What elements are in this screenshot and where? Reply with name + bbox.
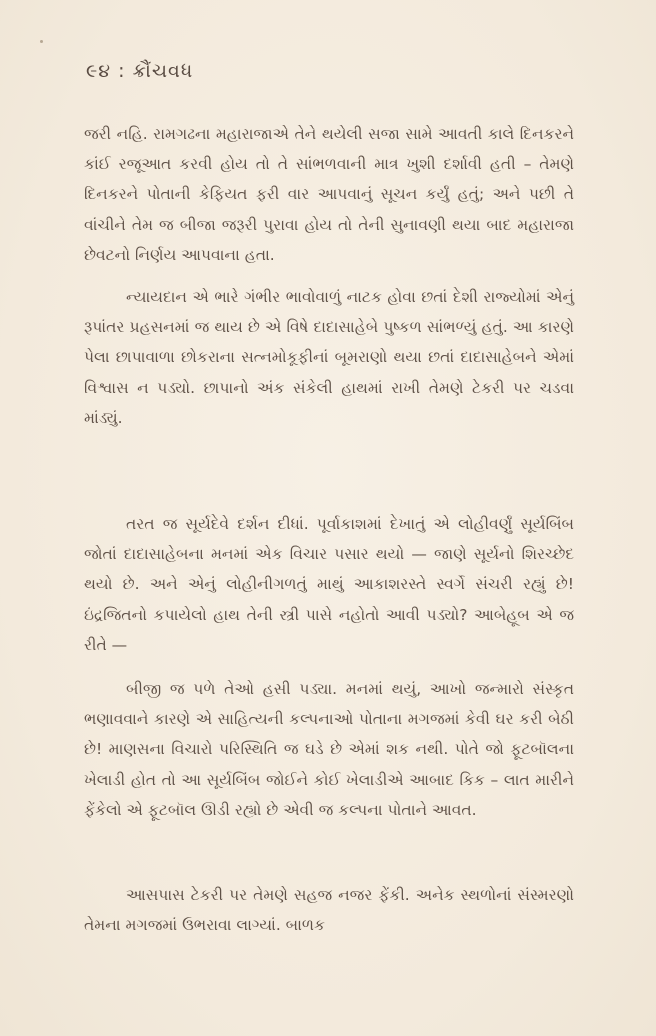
page-header xyxy=(86,60,193,82)
book-title: ક્રૌંચવધ xyxy=(132,60,194,82)
paragraph-text: તરત જ સૂર્યદેવે દર્શન દીધાં. પૂર્વાકાશમાં દેખાતું એ લોહીવર્ણું સૂર્યબિંબ જોતાં દાદાસાહેબના મનમાં એક વિચાર પસાર થયો — જાણે સૂર્યનો શિરચ્છેદ થયો છે. અને એનું લોહીનીગળતું માથું આકાશરસ્તે સ્વર્ગે સંચરી રહ્યું છે! ઇંદ્રજિતનો કપાયેલો હાથ તેની સ્ત્રી પાસે નહોતો આવી પડ્યો? આબેહૂબ એ જ રીતે — xyxy=(84,515,574,654)
page-number: ૯૪ xyxy=(86,60,112,82)
paragraph-1 xyxy=(84,119,574,270)
paragraph-text: બીજી જ પળે તેઓ હસી પડ્યા. મનમાં થયું, આખો જન્મારો સંસ્કૃત ભણાવવાને કારણે એ સાહિત્યની કલ્પનાઓ પોતાના મગજમાં કેવી ઘર કરી બેઠી છે! માણસના વિચારો પરિસ્થિતિ જ ઘડે છે એમાં શક નથી. પોતે જો ફૂટબૉલના ખેલાડી હોત તો આ સૂર્યબિંબ જોઈને કોઈ ખેલાડીએ આબાદ કિક – લાત મારીને ફેંકેલો એ ફૂટબૉલ ઊડી રહ્યો છે એવી જ કલ્પના પોતાને આવત. xyxy=(84,680,574,819)
paragraph-4 xyxy=(84,674,574,825)
paragraph-text: જરી નહિ. રામગઢના મહારાજાએ તેને થયેલી સજા સામે આવતી કાલે દિનકરને કાંઈ રજૂઆત કરવી હોય તો તે સાંભળવાની માત્ર ખુશી દર્શાવી હતી – તેમણે દિનકરને પોતાની કેફિયત ફરી વાર આપવાનું સૂચન કર્યું હતું; અને પછી તે વાંચીને તેમ જ બીજા જરૂરી પુરાવા હોય તો તેની સુનાવણી થયા બાદ મહારાજા છેવટનો નિર્ણય આપવાના હતા. xyxy=(84,125,574,264)
paragraph-3 xyxy=(84,509,574,660)
paragraph-2 xyxy=(84,282,574,433)
paragraph-5 xyxy=(84,880,574,940)
paragraph-text: ન્યાયદાન એ ભારે ગંભીર ભાવોવાળું નાટક હોવા છતાં દેશી રાજ્યોમાં એનું રૂપાંતર પ્રહસનમાં જ થાય છે એ વિષે દાદાસાહેબે પુષ્કળ સાંભળ્યું હતું. આ કારણે પેલા છાપાવાળા છોકરાના સત્નમોકૂફીનાં બૂમરાણો થયા છતાં દાદાસાહેબને એમાં વિશ્વાસ ન પડ્યો. છાપાનો અંક સંકેલી હાથમાં રાખી તેમણે ટેકરી પર ચડવા માંડ્યું. xyxy=(84,288,574,427)
paragraph-text: આસપાસ ટેકરી પર તેમણે સહજ નજર ફેંકી. અનેક સ્થળોનાં સંસ્મરણો તેમના મગજમાં ઉભરાવા લાગ્યાં. બાળક xyxy=(84,886,574,935)
header-separator: : xyxy=(118,60,126,82)
paper-speck xyxy=(40,40,43,43)
